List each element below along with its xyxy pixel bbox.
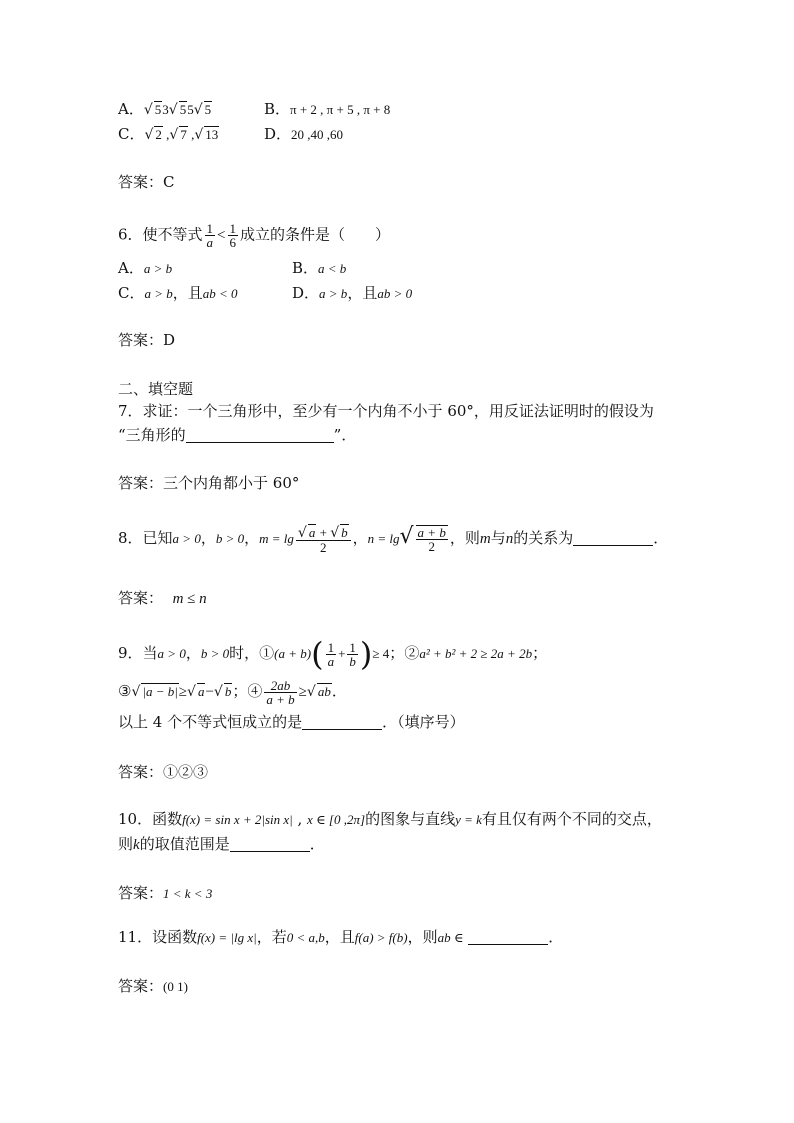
q7-answer: 答案：三个内角都小于 60° [118,474,300,492]
q6-option-c: C．a > b，且ab < 0 [118,284,238,302]
q7-line2: “三角形的 ”． [118,426,357,444]
q9-line2: ③√ |a − b|≥√ a−√ b；④ $\frac{2ab}{a + b}$ ≥√ ab． [118,677,347,707]
q6-option-a: A．a > b [118,259,173,277]
q5-option-c: C．√ 2 ,√ 7 ,√ 13 [118,125,219,143]
q8-blank[interactable] [573,529,653,546]
q9-answer: 答案：①②③ [118,763,209,781]
q5-answer: 答案：C [118,173,175,191]
q5-option-d: D．20 ,40 ,60 [264,125,344,143]
q5-option-b: B．π + 2 , π + 5 , π + 8 [264,100,391,118]
q6-stem: 6．使不等式 $\frac{1}{a}$ < $\frac{1}{6}$ 成立的条件是（ ） [118,221,391,250]
q9-blank[interactable] [302,713,382,730]
q5-option-a: A．√ 53√ 55√ 5 [118,100,212,118]
q10-line1: 10．函数f(x) = sin x + 2|sin x| , x ∈ [0 ,2π]的图象与直线y = k有且仅有两个不同的交点， [118,810,662,828]
q9-line1: 9．当a > 0，b > 0时，①(a + b)( $\frac{1}{a}$ + $\frac{1}{b}$ )≥ 4；②a² + b² + 2 ≥ 2a + 2b； [118,635,548,673]
q6-option-b: B．a < b [292,259,347,277]
q10-blank[interactable] [230,835,310,852]
q8-stem: 8．已知a > 0，b > 0，m = lg $\frac{√ a + √ b}{2}$ ，n = lg√ $\frac{a + b}{2}$ ，则m与n的关系为 ． [118,524,669,555]
q7-line1: 7．求证：一个三角形中，至少有一个内角不小于 60°，用反证法证明时的假设为 [118,402,654,420]
q10-answer: 答案：1 < k < 3 [118,884,213,902]
q10-line2: 则k的取值范围是 ． [118,835,325,853]
q7-blank[interactable] [186,426,334,443]
section-title: 二、填空题 [118,380,194,398]
q6-option-d: D．a > b，且ab > 0 [292,284,413,302]
q11-stem: 11．设函数f(x) = |lg x|，若0 < a,b，且f(a) > f(b)，则ab ∈ ． [118,928,564,946]
q11-blank[interactable] [468,928,548,945]
q6-answer: 答案：D [118,331,176,349]
q9-line3: 以上 4 个不等式恒成立的是 ．（填序号） [118,713,465,731]
q11-answer: 答案：(0 1) [118,977,188,995]
q8-answer: 答案： m ≤ n [118,589,207,607]
